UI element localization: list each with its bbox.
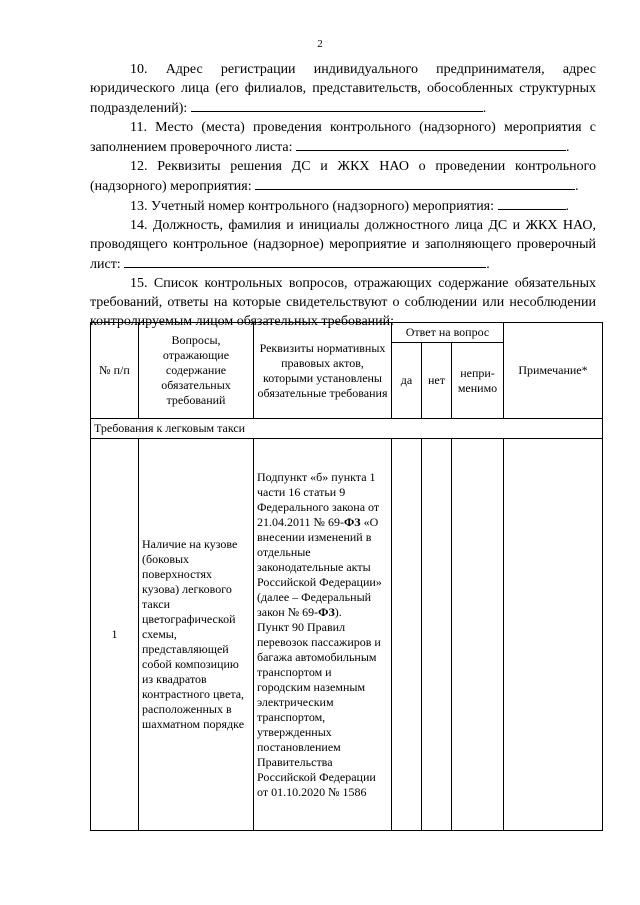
item-11-blank[interactable] bbox=[296, 137, 566, 151]
item-13: 13. Учетный номер контрольного (надзорного) мероприятия: . bbox=[90, 196, 596, 216]
item-15-text: 15. Список контрольных вопросов, отражающих содержание обязательных требований, ответы на которые свидетельствуют о соблюдении или несоблюдении контролируемым лицом обязательных требований: bbox=[90, 276, 596, 329]
answer-not-applicable-cell[interactable] bbox=[452, 439, 504, 831]
header-yes: да bbox=[392, 343, 422, 419]
item-12-text: 12. Реквизиты решения ДС и ЖКХ НАО о проведении контрольного (надзорного) мероприятия: bbox=[90, 159, 596, 194]
item-13-blank[interactable] bbox=[498, 196, 566, 210]
requisites-bold-1: ФЗ bbox=[344, 514, 361, 529]
section-title: Требования к легковым такси bbox=[91, 419, 603, 439]
requisites-part-4: Пункт 90 Правил перевозок пассажиров и багажа автомобильным транспортом и городским наземным электрическим транспортом, утвержденных постановлением Правительства Российской Федерации от 01.10.2020 № 1586 bbox=[257, 619, 381, 799]
header-requisites: Реквизиты нормативных правовых актов, которыми установлены обязательные требования bbox=[254, 323, 392, 419]
header-questions: Вопросы, отражающие содержание обязательных требований bbox=[139, 323, 254, 419]
item-13-text: 13. Учетный номер контрольного (надзорного) мероприятия: bbox=[130, 199, 495, 214]
item-10: 10. Адрес регистрации индивидуального предпринимателя, адрес юридического лица (его филиалов, представительств, обособленных структурных подразделений): . bbox=[90, 62, 596, 116]
answer-yes-cell[interactable] bbox=[392, 439, 422, 831]
header-note: Примечание* bbox=[504, 323, 603, 419]
header-number: № п/п bbox=[91, 323, 139, 419]
note-cell[interactable] bbox=[504, 439, 603, 831]
checklist-table bbox=[90, 322, 603, 831]
header-answer: Ответ на вопрос bbox=[392, 323, 504, 343]
item-14: 14. Должность, фамилия и инициалы должностного лица ДС и ЖКХ НАО, проводящего контрольное (надзорное) мероприятие и заполняющего проверочный лист: . bbox=[90, 218, 596, 272]
requisites-part-1: Подпункт «б» пункта 1 части 16 статьи 9 Федерального закона от 21.04.2011 № 69- bbox=[257, 469, 380, 529]
row-number: 1 bbox=[91, 439, 139, 831]
requisites-part-2: «О внесении изменений в отдельные законодательные акты Российской Федерации» (далее – Федеральный закон № 69- bbox=[257, 514, 382, 619]
row-requisites bbox=[254, 439, 392, 831]
form-items bbox=[90, 60, 596, 331]
table-row bbox=[91, 439, 603, 831]
answer-no-cell[interactable] bbox=[422, 439, 452, 831]
item-14-text: 14. Должность, фамилия и инициалы должностного лица ДС и ЖКХ НАО, проводящего контрольное (надзорное) мероприятие и заполняющего проверочный лист: bbox=[90, 218, 596, 272]
row-question: Наличие на кузове (боковых поверхностях кузова) легкового такси цветографической схемы, представляющей собой композицию из квадратов контрастного цвета, расположенных в шахматном порядке bbox=[139, 439, 254, 831]
item-11-text: 11. Место (места) проведения контрольного (надзорного) мероприятия с заполнением проверочного листа: bbox=[90, 120, 596, 155]
requisites-bold-2: ФЗ bbox=[318, 604, 335, 619]
item-12-blank[interactable] bbox=[255, 176, 575, 190]
item-10-blank[interactable] bbox=[191, 98, 483, 112]
item-14-blank[interactable] bbox=[124, 254, 486, 268]
header-not-applicable: непри-менимо bbox=[452, 343, 504, 419]
header-no: нет bbox=[422, 343, 452, 419]
page-number: 2 bbox=[317, 38, 323, 50]
item-12: 12. Реквизиты решения ДС и ЖКХ НАО о проведении контрольного (надзорного) мероприятия: . bbox=[90, 159, 596, 194]
section-row bbox=[91, 419, 603, 439]
item-10-text: 10. Адрес регистрации индивидуального предпринимателя, адрес юридического лица (его филиалов, представительств, обособленных структурных подразделений): bbox=[90, 62, 596, 116]
requisites-part-3: ). bbox=[334, 604, 342, 619]
item-11: 11. Место (места) проведения контрольного (надзорного) мероприятия с заполнением проверочного листа: . bbox=[90, 120, 596, 155]
